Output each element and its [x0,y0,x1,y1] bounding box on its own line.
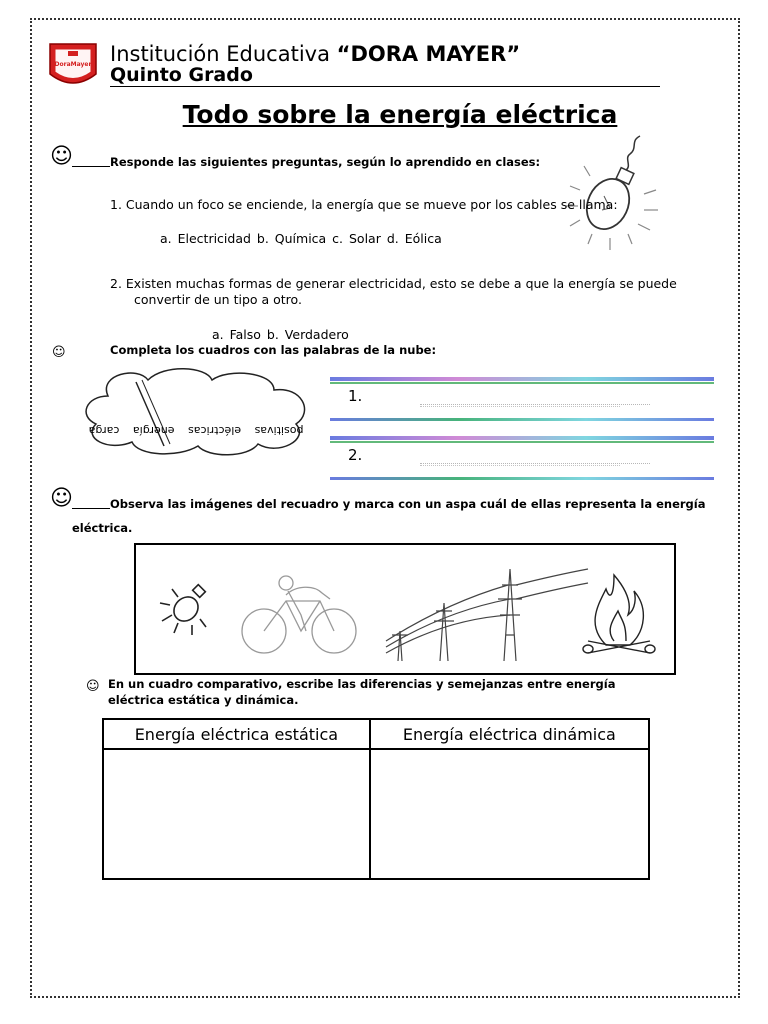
light-bulb-icon [160,585,206,635]
header-rule [110,86,660,87]
section2-instruction: Completa los cuadros con las palabras de la nube: [110,343,437,357]
cyclist-icon [242,576,356,653]
answer-blank [72,166,110,167]
box-border-top [330,377,714,381]
school-prefix: Institución Educativa [110,42,337,66]
school-logo [46,40,100,88]
campfire-icon [583,575,655,653]
answer-cell-dynamic[interactable] [370,749,649,879]
section4-instruction-line2: eléctrica estática y dinámica. [108,693,299,707]
box-border-bottom [330,477,714,480]
question-2-line1: 2. Existen muchas formas de generar electricidad, esto se debe a que la energía se puede [110,276,677,291]
logo-text: DoraMayer [54,61,92,68]
school-title: “DORA MAYER” [336,42,521,66]
fill-box-1-number: 1. [348,387,363,405]
smiley-icon: ☺ [50,144,73,169]
question-1: 1. Cuando un foco se enciende, la energía que se mueve por los cables se llama: [110,197,618,212]
table-row [103,749,649,879]
box-border-top [330,436,714,440]
box-border-accent [330,382,714,384]
smiley-icon: ☺ [52,345,66,360]
section3-instruction-line2: eléctrica. [72,521,133,535]
smiley-icon: ☺ [50,486,73,511]
light-bulb-icon [560,126,678,260]
grade: Quinto Grado [110,64,253,86]
word-cloud [78,366,314,456]
fill-box-2-number: 2. [348,446,363,464]
answer-cell-static[interactable] [103,749,370,879]
images-box [134,543,676,675]
power-towers-icon [386,569,588,661]
box-border-bottom [330,418,714,421]
question-2-options: a. Falso b. Verdadero [212,327,349,342]
section1-instruction: Responde las siguientes preguntas, según lo aprendido en clases: [110,155,541,169]
answer-blank [72,508,110,509]
question-2-line2: convertir de un tipo a otro. [134,292,302,307]
section3-instruction-line1: Observa las imágenes del recuadro y marca con un aspa cuál de ellas representa la energía [110,497,706,511]
images-strip [136,545,674,673]
section4-instruction-line1: En un cuadro comparativo, escribe las diferencias y semejanzas entre energía [108,677,616,691]
column-header-dynamic: Energía eléctrica dinámica [370,719,649,749]
question-1-options: a. Electricidad b. Química c. Solar d. Eólica [160,231,442,246]
smiley-icon: ☺ [86,679,100,694]
cloud-words: positivas eléctricas energía carga [88,424,304,437]
comparison-table [102,718,650,880]
table-header-row [103,719,649,749]
faint-text-line [420,399,620,407]
faint-text-line [420,458,620,466]
column-header-static: Energía eléctrica estática [103,719,370,749]
school-name [110,42,520,66]
box-border-accent [330,441,714,443]
page-title: Todo sobre la energía eléctrica [182,100,618,129]
fill-box-2 [330,436,714,480]
fill-box-1 [330,377,714,421]
